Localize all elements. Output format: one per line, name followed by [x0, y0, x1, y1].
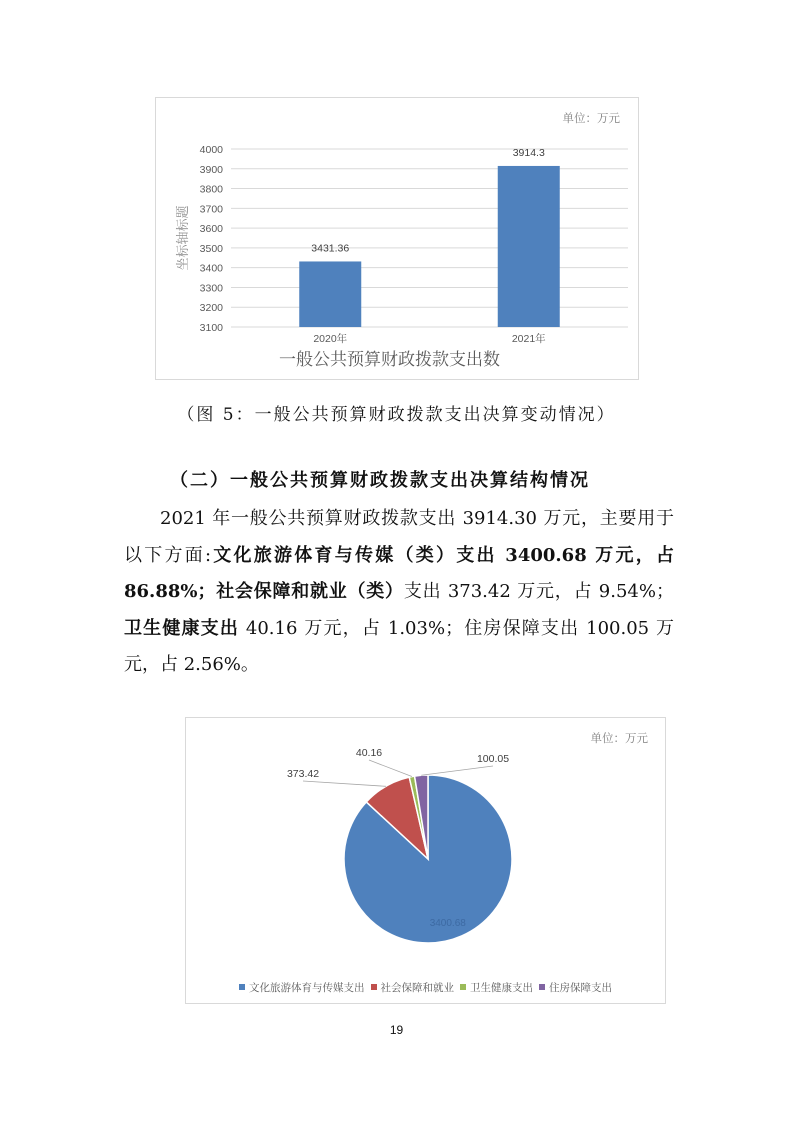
y-axis-title: 坐标轴标题 — [175, 205, 190, 271]
legend-item — [371, 980, 455, 995]
body-paragraph — [124, 501, 674, 684]
legend-label: 卫生健康支出 — [470, 982, 533, 994]
slice-label: 373.42 — [286, 768, 320, 780]
pie-chart-container — [185, 717, 666, 1004]
x-tick-label: 2020年 — [313, 333, 348, 345]
leader-line — [369, 760, 412, 777]
y-tick-label: 3900 — [199, 163, 223, 176]
y-tick-label: 3100 — [199, 322, 223, 334]
paragraph-text: 2021 年一般公共预算财政拨款支出 3914.30 万元，主要用于以下方面: — [124, 508, 674, 566]
y-tick-label: 3800 — [199, 183, 223, 196]
chart-unit-label: 单位：万元 — [562, 113, 620, 125]
y-tick-label: 4000 — [199, 144, 223, 156]
legend-label: 社会保障和就业 — [380, 982, 454, 994]
legend-label: 文化旅游体育与传媒支出 — [249, 982, 365, 994]
paragraph-bold-text: 卫生健康支出 — [124, 617, 240, 639]
legend-swatch — [239, 984, 245, 990]
slice-label: 40.16 — [355, 747, 383, 759]
paragraph-bold-text: 文化旅游体育与传媒（类）支出 3400.68 万元，占 86.88%；社会保障和就业（类） — [124, 544, 674, 602]
bar — [498, 166, 560, 327]
data-label: 3914.3 — [512, 146, 545, 159]
chart-unit-label: 单位：万元 — [590, 733, 648, 745]
x-axis-title: 一般公共预算财政拨款支出数 — [279, 350, 500, 369]
y-tick-label: 3400 — [199, 262, 223, 275]
paragraph-text: 40.16 万元，占 1.03%；住房保障支出 100.05 万元，占 2.56%。 — [124, 617, 674, 675]
legend-item — [460, 980, 533, 995]
legend-label: 住房保障支出 — [549, 982, 612, 994]
pie-chart — [186, 718, 665, 973]
pie-legend — [186, 980, 665, 995]
paragraph-text: 支出 373.42 万元，占 9.54%； — [403, 581, 674, 602]
legend-swatch — [460, 984, 466, 990]
data-label: 3431.36 — [311, 242, 350, 255]
page-number: 19 — [389, 1023, 404, 1037]
legend-item — [239, 980, 365, 995]
legend-item — [539, 980, 612, 995]
legend-swatch — [371, 984, 377, 990]
y-tick-label: 3600 — [199, 223, 223, 236]
slice-label: 100.05 — [476, 753, 510, 765]
section-heading: （二）一般公共预算财政拨款支出决算结构情况 — [170, 470, 590, 491]
figure-caption: （图 5：一般公共预算财政拨款支出决算变动情况） — [177, 405, 616, 425]
leader-line — [421, 766, 493, 775]
y-tick-label: 3700 — [199, 203, 223, 216]
x-tick-label: 2021年 — [511, 333, 546, 345]
slice-label: 3400.68 — [429, 917, 466, 929]
y-tick-label: 3500 — [199, 242, 223, 255]
y-tick-label: 3300 — [199, 282, 223, 295]
bar-chart-container — [155, 97, 639, 380]
y-tick-label: 3200 — [199, 302, 223, 315]
leader-line — [303, 781, 386, 786]
bar — [299, 261, 361, 327]
legend-swatch — [539, 984, 545, 990]
bar-chart — [156, 98, 638, 379]
